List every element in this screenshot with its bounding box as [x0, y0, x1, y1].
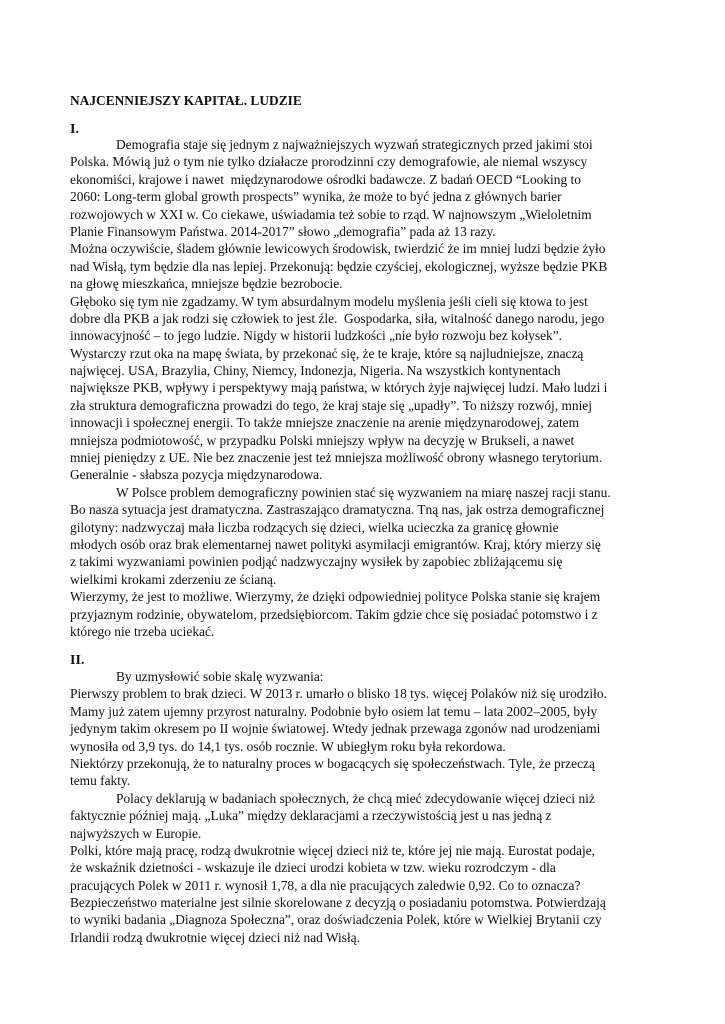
section-body [70, 668, 682, 946]
paragraph-line: Planie Finansowym Państwa. 2014-2017” słowo „demografia” pada aż 13 razy. [70, 223, 496, 239]
paragraph-line: nad Wisłą, tym będzie dla nas lepiej. Przekonują: będzie czyściej, ekologicznej, wyższe będzie PKB [70, 258, 608, 274]
paragraph-line: rozwojowych w XXI w. Co ciekawe, uświadamia też sobie to rząd. W najnowszym „Wieloletnim [70, 206, 592, 222]
paragraph-line: Bezpieczeństwo materialne jest silnie skorelowane z decyzją o posiadaniu potomstwa. Potwierdzają [70, 895, 606, 911]
paragraph-line: Można oczywiście, śladem głównie lewicowych środowisk, twierdzić że im mniej ludzi będzie żyło [70, 241, 606, 257]
paragraph-line: z takimi wyzwaniami powinien podjąć nadzwyczajny wysiłek by zapobiec zbliżającemu się [70, 554, 563, 570]
paragraph-line: ekonomiści, krajowe i nawet międzynarodowe ośrodki badawcze. Z badań OECD “Looking to [70, 171, 581, 187]
paragraph-line: przyjaznym rodzinie, obywatelom, przedsiębiorcom. Takim gdzie chce się posiadać potomstwo i z [70, 606, 598, 622]
paragraph-line: mniej pieniędzy z UE. Nie bez znaczenie jest też mniejsza możliwość obrony własnego terytorium. [70, 450, 603, 466]
paragraph-line: Demografia staje się jednym z najważniejszych wyzwań strategicznych przed jakimi stoi [116, 137, 593, 152]
paragraph-line: dobre dla PKB a jak rodzi się człowiek to jest źle. Gospodarka, siła, witalność danego narodu, jego [70, 310, 605, 326]
section-body [70, 136, 682, 640]
paragraph-line: Wystarczy rzut oka na mapę świata, by przekonać się, że te kraje, które są najludniejsze, znaczą [70, 345, 584, 361]
paragraph-line: Irlandii rodzą dwukrotnie więcej dzieci niż nad Wisłą. [70, 929, 360, 945]
paragraph-line: Generalnie - słabsza pozycja międzynarodowa. [70, 467, 323, 483]
paragraph-line: 2060: Long-term global growth prospects” wynika, że może to być jedna z głównych barier [70, 189, 562, 205]
paragraph-line: Mamy już zatem ujemny przyrost naturalny. Podobnie było osiem lat temu – lata 2002–2005, były [70, 703, 598, 719]
paragraph-line: to wyniki badania „Diagnoza Społeczna”, oraz doświadczenia Polek, które w Wielkiej Brytanii czy [70, 912, 602, 928]
paragraph-line: młodych osób oraz brak elementarnej nawet polityki asymilacji emigrantów. Kraj, który mierzy się [70, 536, 601, 552]
paragraph-line: że wskaźnik dzietności - wskazuje ile dzieci urodzi kobieta w tzw. wieku rozrodczym - dla [70, 860, 556, 876]
paragraph-line: mniejsza podmiotowość, w przypadku Polski mniejszy wpływ na decyzję w Brukseli, a nawet [70, 432, 575, 448]
paragraph-line: Bo nasza sytuacja jest dramatyczna. Zastraszająco dramatyczna. Tną nas, jak ostrza demograficznej [70, 502, 605, 518]
paragraph-line: Pierwszy problem to brak dzieci. W 2013 r. umarło o blisko 18 tys. więcej Polaków niż się urodziło. [70, 686, 607, 702]
paragraph-line: Polska. Mówią już o tym nie tylko działacze prorodzinni czy demografowie, ale niemal wszyscy [70, 154, 588, 170]
paragraph-line: faktycznie później mają. „Luka” między deklaracjami a rzeczywistością jest u nas jedną z [70, 808, 552, 824]
paragraph-line: najwięcej. USA, Brazylia, Chiny, Niemcy, Indonezja, Nigeria. Na wszystkich kontynentach [70, 363, 561, 379]
paragraph-line: Polacy deklarują w badaniach społecznych, że chcą mieć zdecydowanie więcej dzieci niż [116, 790, 595, 806]
paragraph-line: najwyższych w Europie. [70, 825, 202, 841]
paragraph-line: Niektórzy przekonują, że to naturalny proces w bogacących się społeczeństwach. Tyle, że przeczą [70, 755, 595, 771]
paragraph-line: na głowę mieszkańca, mniejsze będzie bezrobocie. [70, 276, 343, 292]
paragraph-line: W Polsce problem demograficzny powinien stać się wyzwaniem na miarę naszej racji stanu. [116, 484, 611, 500]
paragraph-line: temu fakty. [70, 773, 131, 789]
paragraph-line: wielkimi krokami zderzeniu ze ścianą. [70, 571, 277, 587]
paragraph-line: innowacyjność – to jego ludzie. Nigdy w historii ludzkości „nie było rozwoju bez kołysek”. [70, 328, 563, 344]
paragraph-line: największe PKB, wpływy i perspektywy mają państwa, w których żyje najwięcej ludzi. Mało ludzi i [70, 380, 608, 396]
paragraph-line: zła struktura demograficzna prowadzi do tego, że kraj staje się „upadły”. To niższy rozwój, mniej [70, 397, 592, 413]
paragraph-line: wynosiła od 3,9 tys. do 14,1 tys. osób rocznie. W ubiegłym roku była rekordowa. [70, 738, 506, 754]
section-heading: II. [70, 653, 85, 668]
document-title: NAJCENNIEJSZY KAPITAŁ. LUDZIE [70, 93, 302, 108]
paragraph-line: pracujących Polek w 2011 r. wynosił 1,78, a dla nie pracujących zaledwie 0,92. Co to oznacza? [70, 877, 581, 893]
paragraph-line: Polki, które mają pracę, rodzą dwukrotnie więcej dzieci niż te, które jej nie mają. Eurostat podaje, [70, 842, 596, 858]
paragraph-line: Głęboko się tym nie zgadzamy. W tym absurdalnym modelu myślenia jeśli cieli się ktowa to jest [70, 293, 588, 309]
paragraph-line: gilotyny: nadzwyczaj mała liczba rodzących się dzieci, wielka ucieczka za granicę głownie [70, 519, 559, 535]
paragraph-line: jedynym takim okresem po II wojnie światowej. Wtedy jednak przewaga zgonów nad urodzeniami [70, 721, 601, 737]
paragraph-line: którego nie trzeba uciekać. [70, 623, 215, 639]
paragraph-line: innowacji i społecznej energii. To także mniejsze znaczenie na arenie międzynarodowej, zatem [70, 415, 580, 431]
paragraph-line: Wierzymy, że jest to możliwe. Wierzymy, że dzięki odpowiedniej polityce Polska stanie się krajem [70, 589, 601, 605]
paragraph-line: By uzmysłowić sobie skalę wyzwania: [116, 669, 324, 684]
section-heading: I. [70, 122, 79, 137]
